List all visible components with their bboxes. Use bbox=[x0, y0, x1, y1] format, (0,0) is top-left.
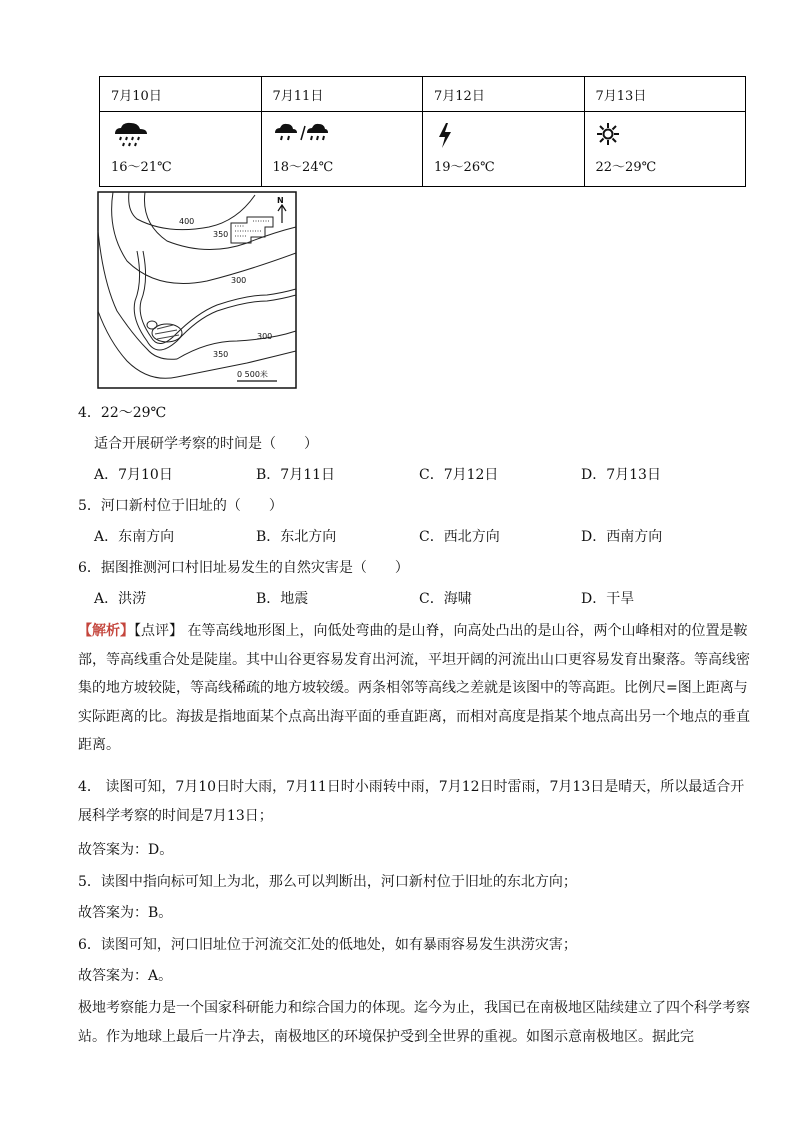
weather-cell bbox=[261, 112, 423, 187]
contour-label: 350 bbox=[213, 230, 229, 239]
analysis-tag: 【解析】 bbox=[78, 623, 134, 639]
analysis-intro-text: 在等高线地形图上，向低处弯曲的是山脊，向高处凸出的是山谷，两个山峰相对的位置是鞍部，等高线重合处是陡崖。其中山谷更容易发育出河流，平坦开阔的河流出山口更容易发育出聚落。等高线密集的地方坡较陡，等高线稀疏的地方坡较缓。两条相邻等高线之差就是该图中的等高距。比例尺=图上距离与实际距离的比。海拔是指地面某个点高出海平面的垂直距离，而相对高度是指某个地点高出另一个地点的垂直距离。 bbox=[78, 623, 750, 753]
option-d: D．7月13日 bbox=[581, 467, 661, 483]
contour-label: 300 bbox=[231, 276, 247, 285]
sunny-icon bbox=[596, 120, 622, 150]
north-label: N bbox=[277, 196, 284, 205]
weather-cell bbox=[584, 112, 746, 187]
comment-tag: 【点评】 bbox=[134, 623, 183, 639]
weather-cell bbox=[100, 112, 262, 187]
weather-detail-row bbox=[100, 112, 746, 187]
option-b: B．东北方向 bbox=[256, 529, 337, 545]
question-6-stem: 6．据图推测河口村旧址易发生的自然灾害是（ ） bbox=[78, 560, 409, 576]
temperature-range: 18～24℃ bbox=[272, 160, 334, 175]
question-4-stem: 适合开展研学考察的时间是（ ） bbox=[94, 436, 318, 452]
answer-5-text: 5．读图中指向标可知上为北，那么可以判断出，河口新村位于旧址的东北方向； bbox=[78, 874, 577, 890]
contour-label: 350 bbox=[213, 350, 229, 359]
answer-6-result: 故答案为：A。 bbox=[78, 968, 173, 984]
answer-5-result: 故答案为：B。 bbox=[78, 905, 173, 921]
heavy-rain-icon bbox=[111, 120, 151, 150]
option-b: B．地震 bbox=[256, 591, 309, 607]
weather-table bbox=[99, 76, 746, 187]
question-5-stem: 5．河口新村位于旧址的（ ） bbox=[78, 498, 283, 514]
weather-cell bbox=[423, 112, 585, 187]
temperature-range: 19～26℃ bbox=[434, 160, 495, 175]
thunderstorm-icon bbox=[434, 120, 458, 150]
question-4-line: 4．22～29℃ bbox=[78, 405, 167, 421]
option-c: C．7月12日 bbox=[419, 467, 499, 483]
light-rain-to-moderate-rain-icon bbox=[273, 120, 329, 150]
date-cell: 7月13日 bbox=[584, 77, 746, 112]
date-cell: 7月11日 bbox=[261, 77, 423, 112]
option-a: A．东南方向 bbox=[94, 529, 175, 545]
analysis-intro bbox=[78, 617, 750, 760]
contour-label: 400 bbox=[179, 217, 195, 226]
scale-label: 0 500米 bbox=[237, 370, 268, 379]
next-passage: 极地考察能力是一个国家科研能力和综合国力的体现。迄今为止，我国已在南极地区陆续建立了四个科学考察站。作为地球上最后一片净去，南极地区的环境保护受到全世界的重视。如图示意南极地区。据此完 bbox=[78, 1000, 750, 1045]
temperature-range: 22～29℃ bbox=[595, 160, 657, 175]
option-a: A．7月10日 bbox=[94, 467, 173, 483]
option-d: D．干旱 bbox=[581, 591, 635, 607]
option-c: C．海啸 bbox=[419, 591, 472, 607]
answer-6-text: 6．读图可知，河口旧址位于河流交汇处的低地处，如有暴雨容易发生洪涝灾害； bbox=[78, 937, 577, 953]
option-a: A．洪涝 bbox=[94, 591, 147, 607]
option-d: D．西南方向 bbox=[581, 529, 663, 545]
option-c: C．西北方向 bbox=[419, 529, 500, 545]
answer-4-result: 故答案为：D。 bbox=[78, 842, 174, 858]
date-cell: 7月10日 bbox=[100, 77, 262, 112]
date-cell: 7月12日 bbox=[423, 77, 585, 112]
answer-4-text: 4． 读图可知，7月10日时大雨，7月11日时小雨转中雨，7月12日时雷雨，7月13日是晴天，所以最适合开展科学考察的时间是7月13日； bbox=[78, 779, 745, 824]
contour-label: 300 bbox=[257, 332, 273, 341]
option-b: B．7月11日 bbox=[256, 467, 336, 483]
contour-map bbox=[97, 191, 297, 389]
temperature-range: 16～21℃ bbox=[111, 160, 172, 175]
weather-date-row bbox=[100, 77, 746, 112]
